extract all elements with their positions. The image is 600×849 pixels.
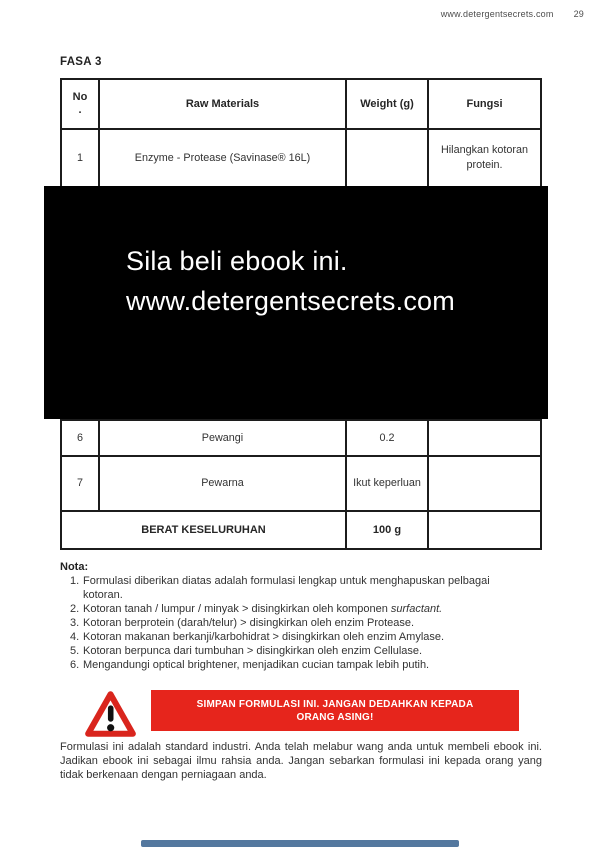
nota-item-4: 4. Kotoran makanan berkanji/karbohidrat > disingkirkan oleh enzim Amylase. xyxy=(70,631,445,643)
table-row-6 xyxy=(61,420,541,456)
col-header-no: No . xyxy=(61,79,99,129)
total-weight: 100 g xyxy=(346,511,428,549)
row1-weight-redacted xyxy=(346,129,428,187)
redaction-message-line1: Sila beli ebook ini. xyxy=(126,246,348,276)
header-site-url: www.detergentsecrets.com xyxy=(440,9,554,19)
row6-no: 6 xyxy=(61,420,99,456)
row7-weight: Ikut keperluan xyxy=(346,456,428,511)
table-row-7 xyxy=(61,456,541,511)
redaction-message-url: www.detergentsecrets.com xyxy=(126,286,455,316)
row6-weight: 0.2 xyxy=(346,420,428,456)
warning-section xyxy=(0,688,600,740)
row1-no: 1 xyxy=(61,129,99,187)
section-title: FASA 3 xyxy=(60,56,102,68)
warning-banner xyxy=(151,690,519,731)
header-page-number: 29 xyxy=(573,9,584,19)
nota-item-3: 3. Kotoran berprotein (darah/telur) > disingkirkan oleh enzim Protease. xyxy=(70,617,415,629)
redaction-overlay xyxy=(44,186,548,419)
col-header-fungsi: Fungsi xyxy=(428,79,541,129)
nota-item-6: 6. Mengandungi optical brightener, menjadikan cucian tampak lebih putih. xyxy=(70,659,430,671)
nota-item-5: 5. Kotoran berpunca dari tumbuhan > disingkirkan oleh enzim Cellulase. xyxy=(70,645,423,657)
nota-title: Nota: xyxy=(60,561,89,573)
row7-fungsi xyxy=(428,456,541,511)
table-row-1 xyxy=(61,129,541,187)
nota-item-1: 1. Formulasi diberikan diatas adalah formulasi lengkap untuk menghapuskan pelbagai kotoran. xyxy=(70,575,490,601)
row6-fungsi xyxy=(428,420,541,456)
nota-section xyxy=(60,561,530,672)
nota-item-2: 2. Kotoran tanah / lumpur / minyak > disingkirkan oleh komponen surfactant. xyxy=(70,603,443,615)
bottom-scroll-indicator xyxy=(141,840,459,847)
page-header xyxy=(441,9,584,19)
total-label: BERAT KESELURUHAN xyxy=(61,511,346,549)
total-fungsi-empty xyxy=(428,511,541,549)
row1-fungsi: Hilangkan kotoran protein. xyxy=(428,129,541,187)
footer-paragraph: Formulasi ini adalah standard industri. Anda telah melabur wang anda untuk membeli ebook ini. Jadikan ebook ini sebagai ilmu rahsia anda. Jangan sebarkan formulasi ini kepada orang yang tidak berkenaan dengan perniagaan anda. xyxy=(60,741,542,781)
row7-no: 7 xyxy=(61,456,99,511)
col-header-raw-materials: Raw Materials xyxy=(99,79,346,129)
warning-triangle-icon xyxy=(83,689,138,744)
warning-text-line2: ORANG ASING! xyxy=(296,711,374,723)
table-total-row xyxy=(61,511,541,549)
row1-raw-material: Enzyme - Protease (Savinase® 16L) xyxy=(99,129,346,187)
row7-raw-material: Pewarna xyxy=(99,456,346,511)
warning-text-line1: SIMPAN FORMULASI INI. JANGAN DEDAHKAN KEPADA xyxy=(196,698,474,710)
col-header-weight: Weight (g) xyxy=(346,79,428,129)
table-header-row xyxy=(61,79,541,129)
row6-raw-material: Pewangi xyxy=(99,420,346,456)
